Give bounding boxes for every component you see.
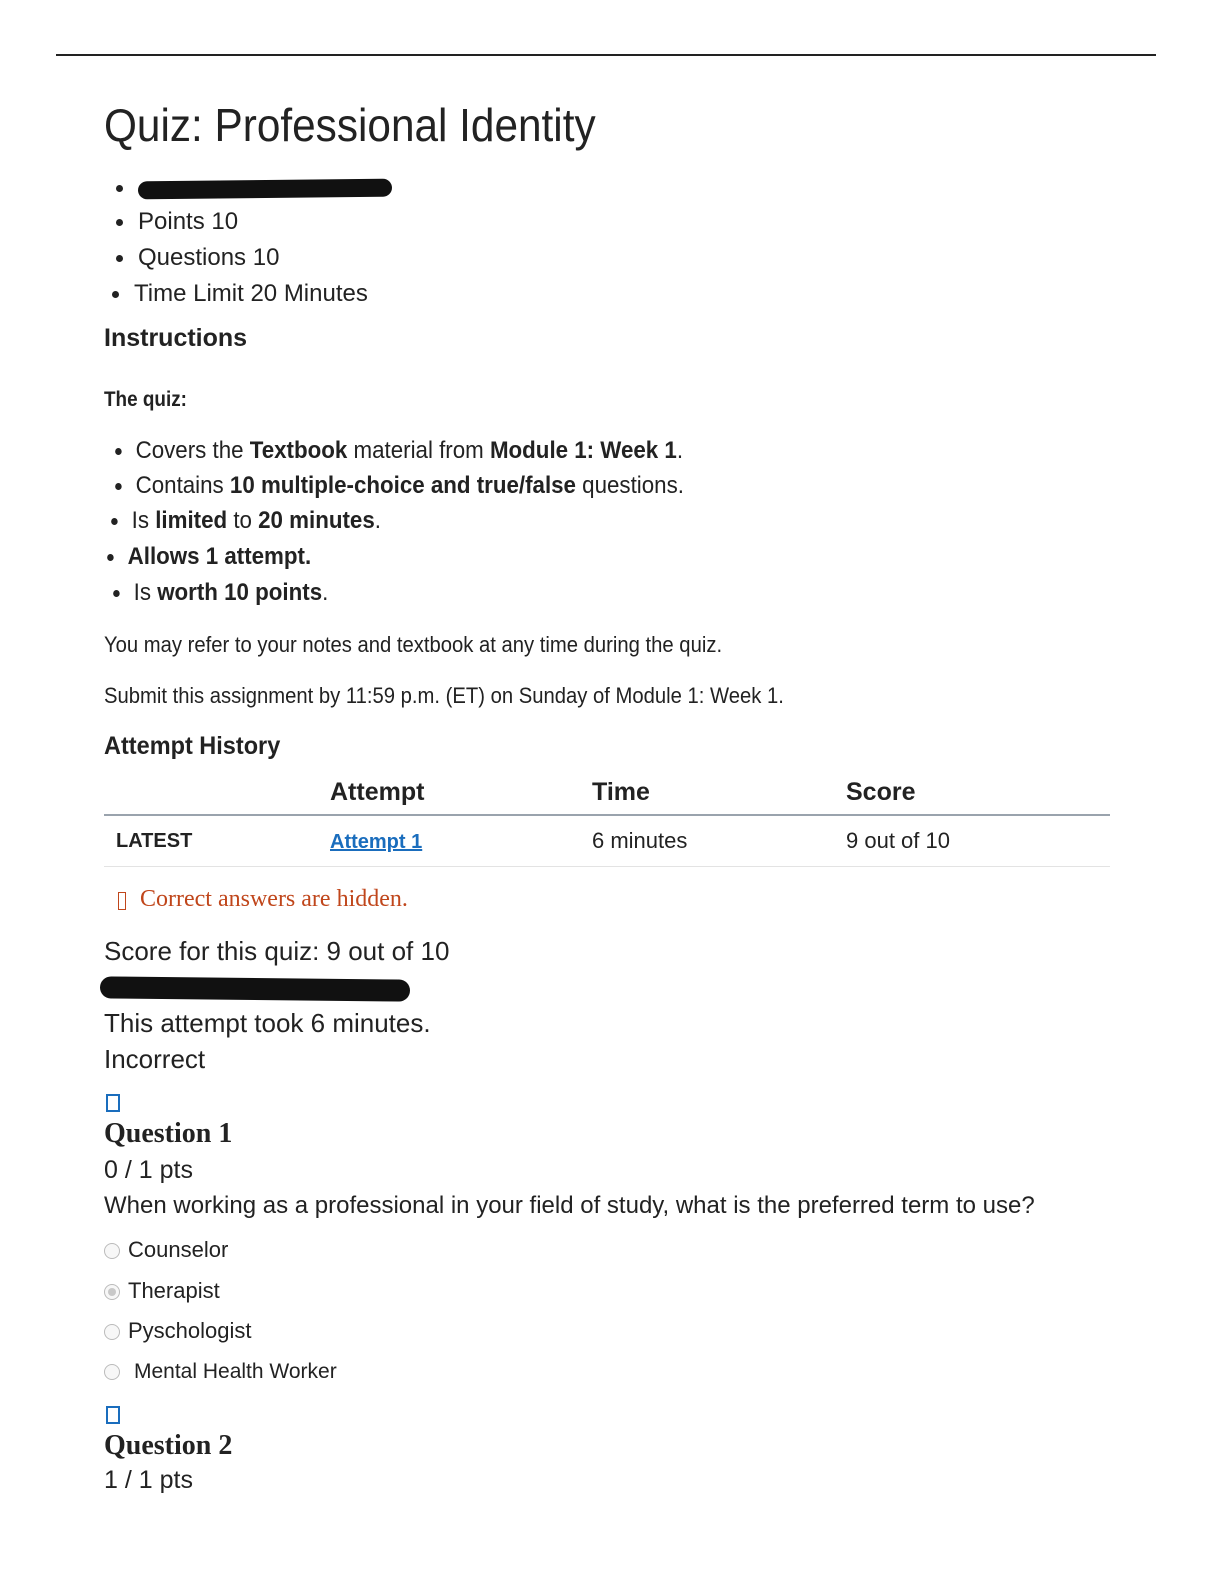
text: questions. [575, 472, 684, 499]
question-1-points: 0 / 1 pts [104, 1156, 193, 1184]
latest-label: LATEST [104, 815, 330, 867]
instruction-item-worth [102, 579, 328, 607]
attempt-history-table [104, 770, 1110, 867]
text: Is [133, 579, 158, 606]
question-1-text: When working as a professional in your field of study, what is the preferred term to use? [104, 1192, 1035, 1219]
radio-button-selected[interactable] [104, 1284, 120, 1300]
text-bold: Module 1: Week 1 [489, 437, 677, 464]
hidden-note-text: Correct answers are hidden. [140, 886, 408, 912]
column-header-time: Time [592, 770, 846, 815]
attempt-history-heading: Attempt History [104, 732, 281, 760]
text: material from [347, 437, 490, 464]
time-cell: 6 minutes [592, 815, 846, 867]
text: . [676, 437, 684, 464]
radio-button[interactable] [104, 1243, 120, 1259]
question-status: Incorrect [104, 1044, 206, 1074]
page-title: Quiz: Professional Identity [104, 99, 596, 151]
text: Covers the [135, 437, 250, 464]
deadline-paragraph: Submit this assignment by 11:59 p.m. (ET) on Sunday of Module 1: Week 1. [104, 683, 784, 708]
redacted-due-date [104, 174, 392, 202]
info-icon [118, 892, 126, 910]
text-bold: 20 minutes [258, 507, 375, 534]
column-header [104, 770, 330, 815]
flag-question-icon[interactable] [106, 1094, 120, 1112]
instruction-item-questions [104, 472, 684, 500]
table-row [104, 815, 1110, 867]
attempt-duration: This attempt took 6 minutes. [104, 1008, 431, 1038]
question-1-title: Question 1 [104, 1118, 233, 1149]
attempt-1-link[interactable]: Attempt 1 [330, 831, 423, 853]
answer-label: Therapist [128, 1278, 220, 1303]
column-header-attempt: Attempt [330, 770, 592, 815]
top-divider [56, 54, 1156, 56]
redaction-mark [100, 976, 410, 1001]
answer-option[interactable] [104, 1237, 228, 1263]
text-bold: worth 10 points [157, 579, 323, 606]
table-header-row [104, 770, 1110, 815]
score-cell: 9 out of 10 [846, 815, 1110, 867]
answer-option-selected[interactable] [104, 1278, 220, 1304]
meta-questions: Questions 10 [104, 244, 279, 272]
redaction-mark [138, 178, 392, 199]
instruction-item-limit [100, 507, 381, 535]
instructions-heading: Instructions [104, 324, 248, 352]
question-2-points: 1 / 1 pts [104, 1466, 193, 1494]
instructions-subheading: The quiz: [104, 388, 187, 411]
text: . [374, 507, 381, 534]
column-header-score: Score [846, 770, 1110, 815]
answer-option[interactable] [104, 1360, 337, 1384]
attempt-cell [330, 815, 592, 867]
text-bold: 10 multiple-choice and true/false [229, 472, 576, 499]
text: Is [131, 507, 156, 534]
text: to [227, 507, 259, 534]
instruction-item-textbook [104, 437, 683, 465]
text-bold: Allows 1 attempt. [127, 543, 312, 570]
flag-question-icon[interactable] [106, 1406, 120, 1424]
question-2-title: Question 2 [104, 1430, 233, 1461]
answer-option[interactable] [104, 1318, 252, 1344]
answer-label: Counselor [128, 1237, 229, 1262]
text-bold: limited [155, 507, 228, 534]
text: Contains [135, 472, 230, 499]
hidden-answers-note [118, 886, 408, 913]
meta-time-limit: Time Limit 20 Minutes [100, 280, 368, 308]
quiz-score: Score for this quiz: 9 out of 10 [104, 936, 450, 966]
radio-button[interactable] [104, 1364, 120, 1380]
text: . [322, 579, 329, 606]
notes-paragraph: You may refer to your notes and textbook at any time during the quiz. [104, 632, 723, 657]
meta-points: Points 10 [104, 208, 238, 236]
answer-label: Mental Health Worker [134, 1360, 337, 1383]
instruction-item-attempts [96, 543, 311, 571]
radio-button[interactable] [104, 1324, 120, 1340]
text-bold: Textbook [249, 437, 348, 464]
answer-label: Pyschologist [128, 1318, 252, 1343]
